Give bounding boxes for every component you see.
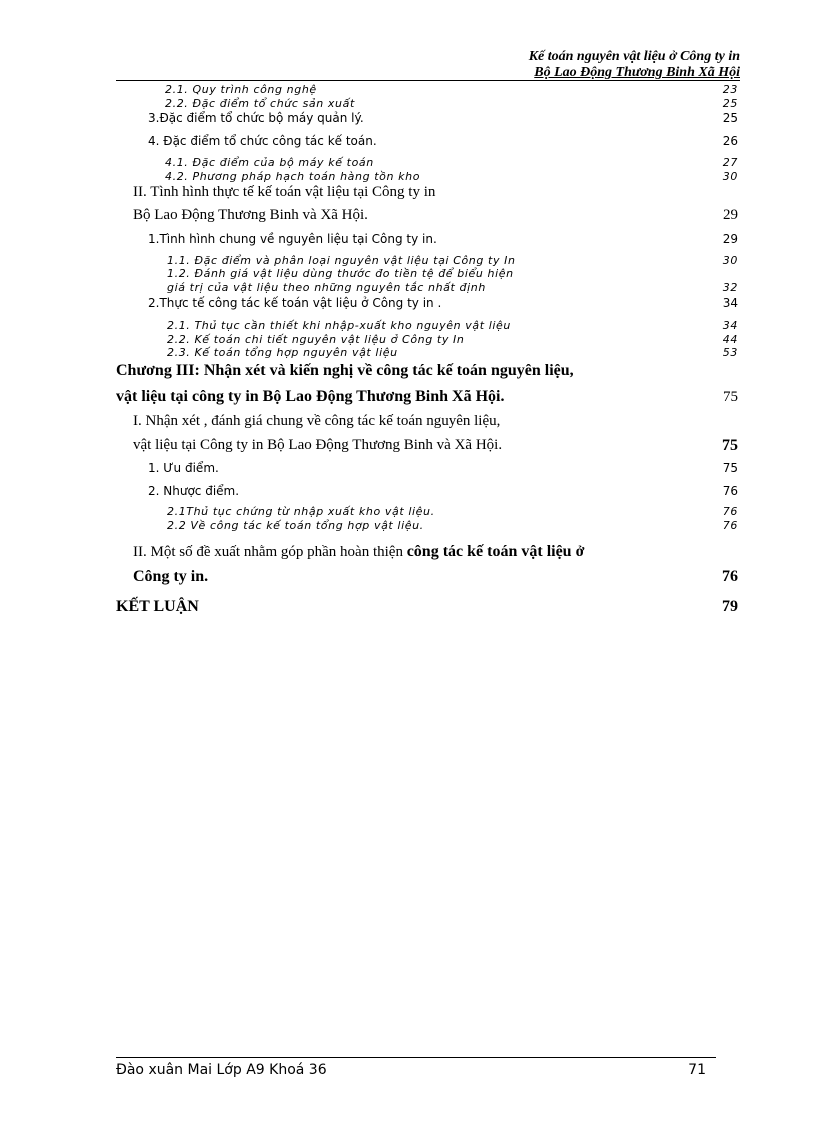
toc-entry — [133, 437, 502, 454]
toc-entry-title: 1.1. Đặc điểm và phân loại nguyên vật liệu tại Công ty In — [167, 254, 516, 267]
toc-entry — [167, 334, 464, 346]
toc-entry — [165, 171, 420, 183]
toc-entry-title: 4.1. Đặc điểm của bộ máy kế toán — [165, 156, 374, 169]
header-title-line1: Kế toán nguyên vật liệu ở Công ty in — [528, 49, 740, 64]
toc-entry — [167, 268, 514, 280]
toc-entry-title: 2.2 Về công tác kế toán tổng hợp vật liệu. — [167, 519, 424, 532]
footer-author: Đào xuân Mai Lớp A9 Khoá 36 — [116, 1062, 327, 1078]
toc-entry — [165, 157, 374, 169]
toc-entry-title: 2.1. Quy trình công nghệ — [165, 83, 317, 96]
toc-entry-page: 32 — [722, 281, 738, 294]
toc-entry — [148, 134, 377, 148]
toc-conclusion-heading — [116, 598, 199, 616]
toc-entry-title: 3.Đặc điểm tổ chức bộ máy quản lý. — [148, 111, 364, 125]
toc-chapter-heading — [116, 388, 504, 406]
toc-entry — [133, 543, 584, 561]
toc-entry-page: 53 — [722, 346, 738, 359]
toc-entry — [133, 207, 368, 224]
toc-entry-page: 75 — [723, 389, 738, 405]
toc-entry-title-bold: công tác kế toán vật liệu ở — [406, 543, 585, 560]
toc-entry-page: 75 — [722, 461, 738, 475]
toc-entry-title: vật liệu tại Công ty in Bộ Lao Động Thương Binh và Xã Hội. — [133, 437, 503, 453]
toc-entry-page: 75 — [722, 437, 738, 454]
toc-entry-page: 76 — [722, 519, 738, 532]
toc-entry-title: 4. Đặc điểm tổ chức công tác kế toán. — [148, 134, 377, 148]
toc-entry — [148, 232, 437, 246]
toc-entry-title: I. Nhận xét , đánh giá chung về công tác kế toán nguyên liệu, — [133, 413, 501, 429]
toc-entry-title: II. Tình hình thực tế kế toán vật liệu tại Công ty in — [133, 184, 436, 200]
toc-entry-title: 2. Nhược điểm. — [148, 484, 240, 498]
toc-entry-page: 79 — [722, 598, 738, 615]
toc-entry-title: 4.2. Phương pháp hạch toán hàng tồn kho — [165, 170, 421, 183]
toc-entry-page: 30 — [722, 170, 738, 183]
toc-entry-title: II. Một số đề xuất nhằm góp phần hoàn thiện — [133, 544, 407, 560]
toc-entry-page: 34 — [722, 319, 738, 332]
toc-entry-title: vật liệu tại công ty in Bộ Lao Động Thương Binh Xã Hội. — [116, 388, 505, 405]
toc-entry-page: 26 — [722, 134, 738, 148]
toc-entry — [167, 506, 435, 518]
toc-entry-title: 2.Thực tế công tác kế toán vật liệu ở Công ty in . — [148, 296, 442, 310]
toc-entry-title: Bộ Lao Động Thương Binh và Xã Hội. — [133, 207, 368, 223]
toc-entry — [167, 282, 486, 294]
toc-chapter-heading — [116, 362, 574, 380]
toc-entry — [167, 520, 424, 532]
toc-entry-page: 29 — [722, 232, 738, 246]
toc-entry — [148, 461, 219, 475]
toc-entry — [133, 184, 435, 201]
toc-entry — [133, 568, 208, 586]
toc-entry-page: 27 — [722, 156, 738, 169]
toc-entry-page: 25 — [722, 97, 738, 110]
toc-entry — [167, 347, 398, 359]
header-title-line2: Bộ Lao Động Thương Binh Xã Hội — [534, 65, 740, 80]
toc-entry-page: 76 — [722, 505, 738, 518]
toc-entry-title: 2.1Thủ tục chứng từ nhập xuất kho vật liệu. — [167, 505, 435, 518]
toc-entry — [148, 111, 364, 125]
toc-entry-page: 23 — [722, 83, 738, 96]
toc-entry-title: KẾT LUẬN — [116, 598, 199, 615]
toc-entry — [133, 413, 500, 430]
toc-entry-page: 76 — [722, 568, 738, 585]
toc-entry-page: 34 — [722, 296, 738, 310]
toc-entry-page: 76 — [722, 484, 738, 498]
toc-entry — [148, 484, 239, 498]
footer-page-number: 71 — [688, 1062, 706, 1078]
toc-entry-title: Công ty in. — [133, 568, 209, 585]
toc-entry-title: 1.2. Đánh giá vật liệu dùng thước đo tiền tệ để biểu hiện — [167, 267, 514, 280]
toc-entry-title: 2.1. Thủ tục cần thiết khi nhập-xuất kho nguyên vật liệu — [167, 319, 511, 332]
toc-entry-title: Chương III: Nhận xét và kiến nghị về công tác kế toán nguyên liệu, — [116, 362, 574, 379]
header-rule — [116, 80, 740, 81]
toc-entry-title: 1.Tình hình chung về nguyên liệu tại Công ty in. — [148, 232, 437, 246]
toc-entry — [165, 98, 355, 110]
toc-entry — [167, 255, 516, 267]
toc-entry — [167, 320, 511, 332]
toc-entry-page: 44 — [722, 333, 738, 346]
footer-rule — [116, 1057, 716, 1058]
toc-entry-title: 2.2. Đặc điểm tổ chức sản xuất — [165, 97, 355, 110]
toc-entry-title: 2.2. Kế toán chi tiết nguyên vật liệu ở Công ty In — [167, 333, 465, 346]
toc-entry — [148, 296, 441, 310]
toc-entry-title: 2.3. Kế toán tổng hợp nguyên vật liệu — [167, 346, 398, 359]
toc-entry-page: 29 — [723, 207, 738, 223]
toc-entry-title: giá trị của vật liệu theo những nguyên tắc nhất định — [167, 281, 486, 294]
toc-entry — [165, 84, 317, 96]
toc-entry-page: 30 — [722, 254, 738, 267]
toc-entry-page: 25 — [722, 111, 738, 125]
toc-entry-title: 1. Ưu điểm. — [148, 461, 219, 475]
